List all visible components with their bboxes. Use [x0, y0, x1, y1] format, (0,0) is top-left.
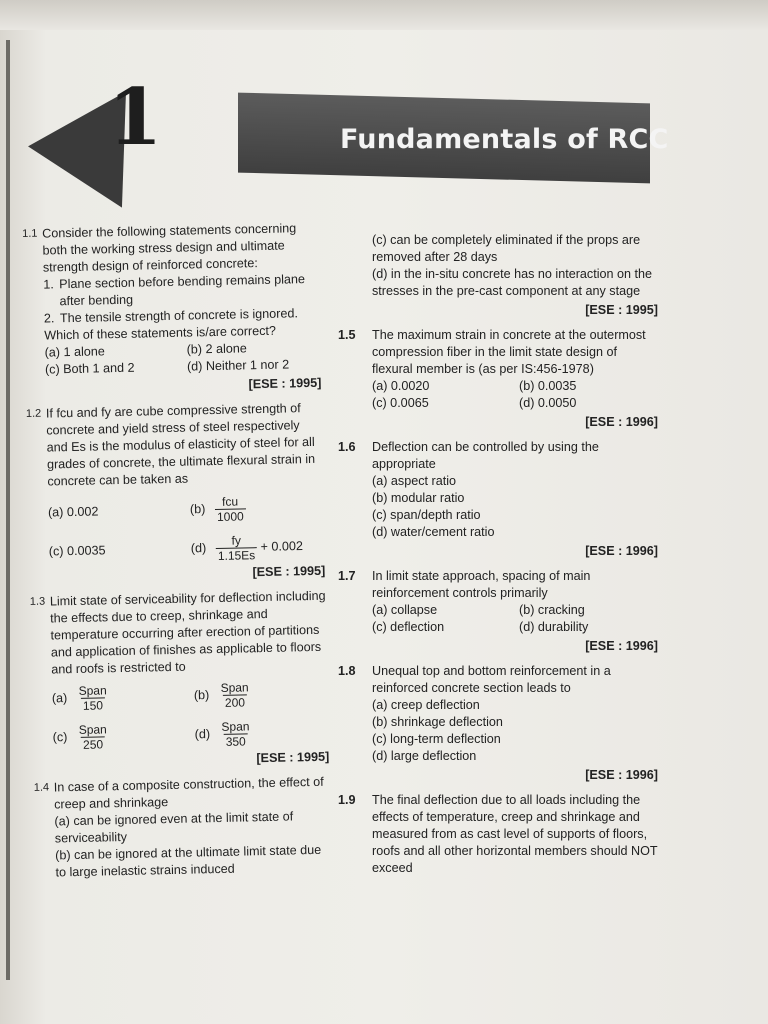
- question-1-9: [338, 792, 658, 877]
- fraction: [77, 683, 110, 713]
- question-number: 1.9: [338, 793, 356, 807]
- question-number: 1.8: [338, 664, 356, 678]
- question-1-4-continued: [338, 232, 658, 319]
- option-d: (d) large deflection: [372, 749, 477, 763]
- options: [372, 378, 658, 412]
- options: [48, 493, 325, 567]
- options: [52, 679, 329, 753]
- numerator: fcu: [221, 494, 239, 509]
- fraction: [219, 719, 252, 749]
- denominator: 1000: [215, 508, 246, 524]
- question-1-8: [338, 663, 658, 784]
- options: [44, 339, 321, 379]
- question-stem: Consider the following statements concerning both the working stress design and ultimate strength design of reinforced concrete:: [42, 221, 297, 275]
- statement-number: 1.: [43, 277, 54, 292]
- option-b: (b) modular ratio: [372, 491, 465, 505]
- left-column: [22, 220, 332, 888]
- right-column: [338, 232, 658, 883]
- option-a: (a) 0.002: [47, 504, 99, 520]
- options: [372, 602, 658, 636]
- option-b: [194, 679, 329, 711]
- statement-number: 2.: [43, 311, 55, 326]
- option-b: (b) can be ignored at the ultimate limit state due to large inelastic strains induced: [55, 842, 322, 880]
- option-b: (b) shrinkage deflection: [372, 715, 503, 729]
- question-stem: The final deflection due to all loads including the effects of temperature, creep and shrinkage and measured from as cast level of supports of floors, roofs and all other horizontal members should NOT exceed: [372, 793, 658, 875]
- question-stem: Deflection can be controlled by using the appropriate: [372, 440, 599, 471]
- denominator: 350: [224, 733, 248, 748]
- option-d: (d) water/cement ratio: [372, 525, 495, 539]
- question-stem: Unequal top and bottom reinforcement in a reinforced concrete section leads to: [372, 664, 611, 695]
- exam-tag: [ESE : 1996]: [585, 768, 658, 782]
- option-c: (c) Both 1 and 2: [44, 360, 135, 377]
- question-1-4: [34, 774, 332, 882]
- exam-tag: [ESE : 1995]: [252, 563, 326, 580]
- option-label: (b): [189, 502, 206, 517]
- option-label: (d): [190, 541, 207, 556]
- option-c: (c) deflection: [372, 620, 445, 634]
- denominator: 250: [81, 736, 105, 752]
- exam-tag: [ESE : 1995]: [248, 375, 322, 392]
- fraction: [215, 494, 246, 524]
- option-label: (d): [194, 727, 211, 742]
- fraction-tail: + 0.002: [260, 539, 304, 554]
- option-label: (a): [51, 690, 68, 706]
- question-1-5: [338, 327, 658, 431]
- denominator: 1.15Es: [216, 547, 258, 563]
- numerator: Span: [221, 719, 250, 734]
- question-stem: The maximum strain in concrete at the outermost compression fiber in the limit state design of flexural member is (as per IS:456-1978): [372, 328, 646, 376]
- option-d: (d) in the in-situ concrete has no interaction on the stresses in the pre-cast component at any stage: [372, 267, 653, 298]
- question-1-6: [338, 439, 658, 560]
- question-number: 1.5: [338, 328, 356, 342]
- option-c: (c) span/depth ratio: [372, 508, 481, 522]
- chapter-title: Fundamentals of RCC: [340, 124, 669, 155]
- question-ask: Which of these statements is/are correct?: [44, 323, 277, 343]
- question-1-2: [26, 400, 326, 586]
- option-a: (a) 1 alone: [44, 344, 106, 360]
- option-a: [52, 682, 187, 714]
- question-stem: In limit state approach, spacing of main reinforcement controls primarily: [372, 569, 591, 600]
- question-stem: In case of a composite construction, the effect of creep and shrinkage: [53, 774, 324, 812]
- option-label: (c): [52, 729, 68, 745]
- option-label: (b): [193, 688, 210, 703]
- question-stem: Limit state of serviceability for deflection including the effects due to creep, shrinkage and temperature occurring after erection of partitions and application of finishes as applicable to floors and roofs is restricted to: [49, 588, 326, 677]
- question-number: 1.3: [29, 595, 46, 608]
- option-c: (c) long-term deflection: [372, 732, 501, 746]
- option-c: [52, 721, 187, 753]
- question-1-7: [338, 568, 658, 655]
- statement-text: The tensile strength of concrete is ignored.: [59, 306, 299, 326]
- numerator: Span: [78, 683, 107, 698]
- exam-tag: [ESE : 1996]: [585, 415, 658, 429]
- top-shadow: [0, 0, 768, 30]
- option-d: [194, 718, 329, 750]
- fraction: [218, 680, 251, 710]
- question-1-1: [22, 220, 322, 398]
- option-a: (a) collapse: [372, 603, 438, 617]
- option-a: (a) aspect ratio: [372, 474, 456, 488]
- exam-tag: [ESE : 1995]: [256, 749, 330, 766]
- numerator: fy: [231, 533, 242, 548]
- chapter-number: 1: [108, 72, 163, 163]
- book-spine: [6, 40, 10, 980]
- option-b: (b) 0.0035: [519, 379, 577, 393]
- exam-tag: [ESE : 1996]: [585, 639, 658, 653]
- option-c: (c) can be completely eliminated if the props are removed after 28 days: [372, 233, 641, 264]
- question-stem: If fcu and fy are cube compressive strength of concrete and yield stress of steel respectively and Es is the modulus of elasticity of steel for all grades of concrete, the ultimate flexural strain in concrete can be taken as: [45, 401, 316, 489]
- numerator: Span: [220, 680, 249, 695]
- fraction: [215, 533, 257, 563]
- option-d: (d) 0.0050: [519, 396, 577, 410]
- question-number: 1.2: [25, 407, 42, 420]
- option-b: (b) 2 alone: [186, 341, 247, 357]
- question-1-3: [30, 588, 330, 772]
- exam-tag: [ESE : 1995]: [585, 303, 658, 317]
- denominator: 200: [223, 694, 247, 710]
- option-a: (a) can be ignored even at the limit state of serviceability: [54, 809, 294, 846]
- option-c: (c) 0.0065: [372, 396, 429, 410]
- numerator: Span: [78, 722, 107, 737]
- denominator: 150: [81, 697, 105, 713]
- option-c: (c) 0.0035: [48, 543, 106, 559]
- option-a: (a) 0.0020: [372, 379, 430, 393]
- question-number: 1.4: [33, 781, 50, 794]
- option-a: (a) creep deflection: [372, 698, 480, 712]
- question-number: 1.6: [338, 440, 356, 454]
- option-b: [190, 493, 325, 525]
- option-b: (b) cracking: [519, 603, 585, 617]
- statement-text: Plane section before bending remains plane after bending: [59, 272, 306, 309]
- question-number: 1.7: [338, 569, 356, 583]
- option-d: (d) durability: [519, 620, 589, 634]
- option-d: [190, 532, 325, 564]
- question-number: 1.1: [22, 227, 38, 240]
- statement-1: [43, 271, 320, 311]
- exam-tag: [ESE : 1996]: [585, 544, 658, 558]
- fraction: [77, 722, 110, 752]
- option-d: (d) Neither 1 nor 2: [186, 357, 290, 374]
